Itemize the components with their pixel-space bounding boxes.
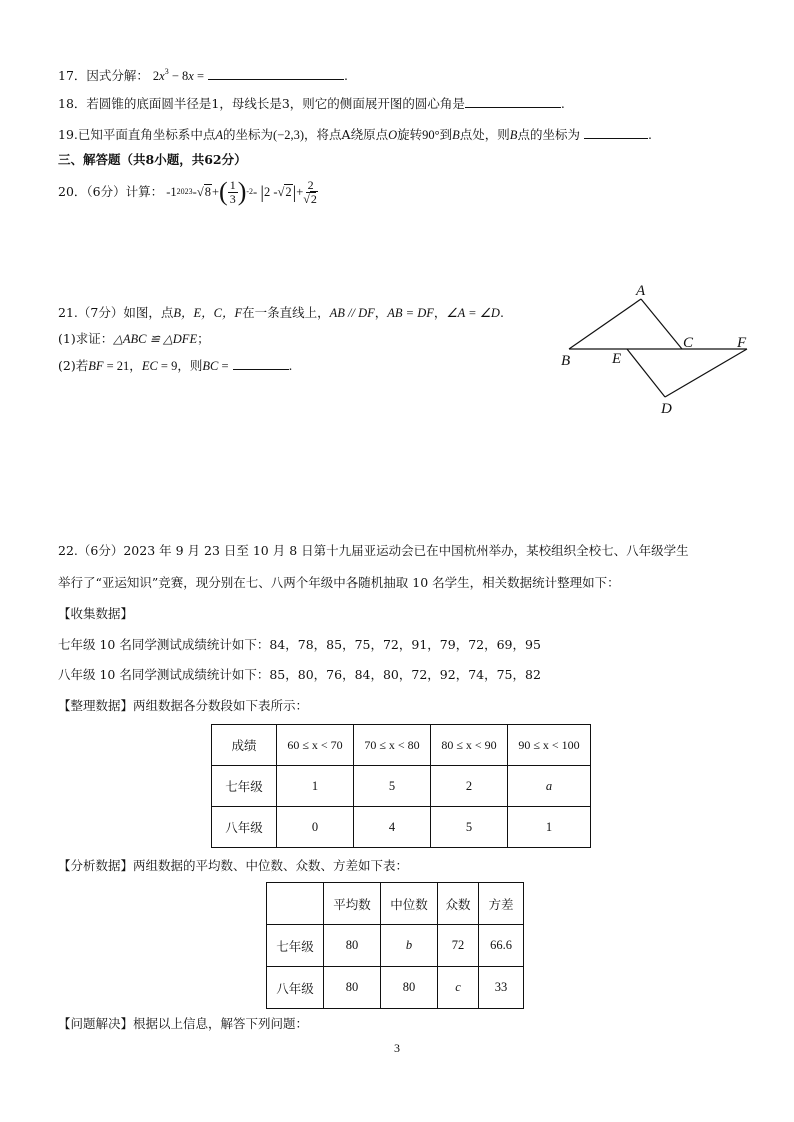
label-A: A [636, 283, 646, 299]
analyze-data-title: 【分析数据】两组数据的平均数、中位数、众数、方差如下表： [58, 858, 409, 873]
table-header-cell [267, 883, 324, 925]
question-22-line-1: 22.（6分）2023 年 9 月 23 日至 10 月 8 日第十九届亚运动会已在中国杭州举办，某校组织全校七、八年级学生 [58, 543, 689, 558]
q17-text: 17．因式分解： [58, 68, 149, 83]
table-row [212, 725, 591, 766]
table-cell: 1 [277, 766, 354, 807]
q17-expr: $2x^3 - 8x$ = [152, 67, 205, 83]
problem-solving-title: 【问题解决】根据以上信息，解答下列问题： [58, 1016, 309, 1031]
table-row [212, 766, 591, 807]
collect-data-title: 【收集数据】 [58, 606, 134, 621]
q21-answer-blank[interactable] [233, 356, 289, 370]
table-cell: 七年级 [267, 925, 324, 967]
table-cell: 八年级 [267, 967, 324, 1009]
table-cell: 2 [431, 766, 508, 807]
question-17: 17．因式分解： $2x^3 - 8x$ = . [58, 67, 348, 83]
table-cell: 七年级 [212, 766, 277, 807]
table-cell: 80 [324, 925, 381, 967]
label-B: B [561, 353, 571, 369]
statistics-table [266, 882, 524, 1009]
table-cell: 72 [438, 925, 479, 967]
question-21-line-3: (2)若BF = 21，EC = 9，则BC = . [58, 358, 293, 373]
table-row [267, 967, 524, 1009]
q19-answer-blank[interactable] [584, 125, 648, 139]
q17-answer-blank[interactable] [208, 66, 344, 80]
segment-ED [627, 349, 665, 397]
table-cell: 33 [479, 967, 524, 1009]
segment-DF [665, 349, 747, 397]
q18-text: 18．若圆锥的底面圆半径是1，母线长是3，则它的侧面展开图的圆心角是 [58, 96, 465, 111]
table-cell: 80 [381, 967, 438, 1009]
table-cell: a [508, 766, 591, 807]
label-E: E [612, 351, 622, 367]
table-header-cell: 80 ≤ x < 90 [431, 725, 508, 766]
segment-AC [641, 299, 682, 349]
table-cell: 66.6 [479, 925, 524, 967]
table-header-cell: 中位数 [381, 883, 438, 925]
label-F: F [737, 335, 747, 351]
table-header-cell: 方差 [479, 883, 524, 925]
question-20 [58, 172, 318, 212]
label-C: C [683, 335, 694, 351]
question-22-line-2: 举行了“亚运知识”竞赛，现分别在七、八两个年级中各随机抽取 10 名学生，相关数据统计整理如下： [58, 575, 620, 590]
table-cell: 80 [324, 967, 381, 1009]
table-cell: 4 [354, 807, 431, 848]
table-cell: 0 [277, 807, 354, 848]
table-cell: 5 [431, 807, 508, 848]
table-header-cell: 60 ≤ x < 70 [277, 725, 354, 766]
question-21-line-2: (1)求证：△ABC ≌ △DFE； [58, 331, 210, 346]
q21-geometry-figure [555, 283, 755, 418]
table-header-cell: 90 ≤ x < 100 [508, 725, 591, 766]
table-cell: 八年级 [212, 807, 277, 848]
table-header-cell: 70 ≤ x < 80 [354, 725, 431, 766]
question-19: 19.已知平面直角坐标系中点A的坐标为(−2,3)，将点A绕原点O旋转90°到B点处，则B点的坐标为 . [58, 127, 652, 142]
question-18: 18．若圆锥的底面圆半径是1，母线长是3，则它的侧面展开图的圆心角是 . [58, 96, 565, 111]
q20-label: 20．（6分）计算： [58, 184, 164, 199]
table-cell: 1 [508, 807, 591, 848]
page-number: 3 [394, 1041, 400, 1055]
table-row [267, 925, 524, 967]
q20-expression: -1 2023 - √8 + ( $\frac{1}{3}$ ) -2 - | 2 - √2 | + $\frac{2}{√2}$ [166, 177, 317, 206]
table-cell: 5 [354, 766, 431, 807]
label-D: D [661, 401, 672, 417]
table-header-cell: 成绩 [212, 725, 277, 766]
score-range-table [211, 724, 591, 848]
table-row [212, 807, 591, 848]
table-header-cell: 众数 [438, 883, 479, 925]
table-cell: c [438, 967, 479, 1009]
section-heading: 三、解答题（共8小题，共62分） [58, 152, 247, 167]
table-cell: b [381, 925, 438, 967]
grade7-scores: 七年级 10 名同学测试成绩统计如下：84，78，85，75，72，91，79，72，69，95 [58, 637, 541, 652]
organize-data-title: 【整理数据】两组数据各分数段如下表所示： [58, 698, 309, 713]
grade8-scores: 八年级 10 名同学测试成绩统计如下：85，80，76，84，80，72，92，74，75，82 [58, 667, 541, 682]
q18-answer-blank[interactable] [465, 94, 561, 108]
table-header-cell: 平均数 [324, 883, 381, 925]
question-21-line-1: 21.（7分）如图，点B，E，C，F在一条直线上，AB // DF，AB = DF，∠A = ∠D. [58, 305, 504, 320]
segment-AB [569, 299, 641, 349]
table-row [267, 883, 524, 925]
